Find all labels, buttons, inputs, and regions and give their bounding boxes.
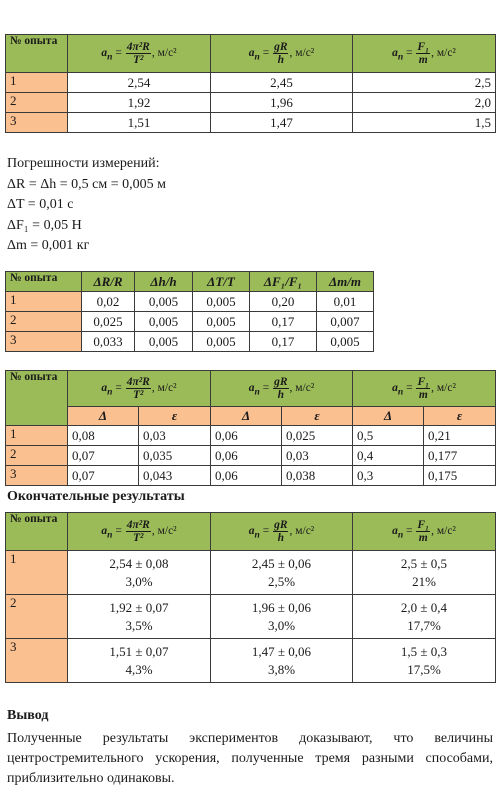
cell: 0,035 <box>139 446 211 466</box>
cell: 0,4 <box>353 446 424 466</box>
cell: 0,005 <box>317 332 374 352</box>
cell: 0,177 <box>424 446 496 466</box>
row-number: 2 <box>6 595 68 639</box>
cell: 0,005 <box>135 312 193 332</box>
cell <box>68 639 211 683</box>
formula-header-2: $a_n$ = $\frac{gR}{h}$ , м/с² <box>211 371 353 407</box>
value-with-error: 2,5 ± 0,5 <box>400 555 448 571</box>
column-header: Δm/m <box>317 272 374 292</box>
row-number: 2 <box>6 446 68 466</box>
cell <box>353 639 496 683</box>
table-row <box>6 113 496 133</box>
row-number: 1 <box>6 292 82 312</box>
cell <box>353 595 496 639</box>
cell: 0,17 <box>250 312 317 332</box>
cell: 1,51 <box>68 113 211 133</box>
experiment-number-header: № опыта <box>6 371 68 426</box>
cell: 0,025 <box>82 312 135 332</box>
table-row <box>6 446 496 466</box>
table-subheader-row <box>6 407 496 426</box>
relative-error: 4,3% <box>125 661 153 677</box>
row-number: 1 <box>6 551 68 595</box>
epsilon-header: ε <box>139 407 211 426</box>
cell: 0,06 <box>211 466 282 486</box>
cell <box>68 595 211 639</box>
cell: 0,06 <box>211 426 282 446</box>
cell: 0,06 <box>211 446 282 466</box>
column-header: ΔT/T <box>193 272 250 292</box>
final-results-table <box>5 512 496 683</box>
formula-header-3: $a_n$ = $\frac{\text{F₁}}{m}$ , м/с² <box>353 371 496 407</box>
error-line: Δm = 0,001 кг <box>7 238 90 253</box>
errors-title: Погрешности измерений: <box>7 156 160 171</box>
relative-error: 3,0% <box>267 617 296 633</box>
row-number: 3 <box>6 113 68 133</box>
cell <box>68 551 211 595</box>
cell: 2,5 <box>353 73 496 93</box>
formula-header-2: $a_n$ = $\frac{gR}{h}$ , м/с² <box>211 513 353 551</box>
table-header-row <box>6 35 496 73</box>
table-header-row <box>6 272 374 292</box>
value-with-error: 1,51 ± 0,07 <box>109 643 169 659</box>
formula-header-1: $a_n$ = $\frac{\text{4π²R}}{\text{T²}}$ , м/с² <box>68 513 211 551</box>
cell: 0,043 <box>139 466 211 486</box>
epsilon-header: ε <box>282 407 353 426</box>
experiment-number-header: № опыта <box>6 513 68 551</box>
cell <box>211 595 353 639</box>
table-row <box>6 426 496 446</box>
cell: 0,005 <box>193 292 250 312</box>
final-results-heading: Окончательные результаты <box>7 489 185 504</box>
column-header: ΔF₁/F₁ <box>250 272 317 292</box>
table-row <box>6 551 496 595</box>
cell: 0,005 <box>193 312 250 332</box>
relative-error: 3,0% <box>125 573 153 589</box>
value-with-error: 2,45 ± 0,06 <box>251 555 312 571</box>
cell: 0,005 <box>193 332 250 352</box>
cell: 0,038 <box>282 466 353 486</box>
cell <box>211 639 353 683</box>
cell: 1,5 <box>353 113 496 133</box>
results-table <box>5 34 496 133</box>
relative-error: 17,7% <box>407 617 441 633</box>
formula-header-1: $a_n$ = $\frac{\text{4π²R}}{\text{T²}}$ , м/с² <box>68 35 211 73</box>
relative-error: 3,8% <box>267 661 296 677</box>
cell: 0,03 <box>282 446 353 466</box>
cell: 2,45 <box>211 73 353 93</box>
cell: 0,005 <box>135 292 193 312</box>
error-line: ΔR = Δh = 0,5 см = 0,005 м <box>7 176 166 192</box>
cell: 0,08 <box>68 426 139 446</box>
cell: 0,025 <box>282 426 353 446</box>
table-row <box>6 332 374 352</box>
column-header: ΔR/R <box>82 272 135 292</box>
table-header-row <box>6 371 496 407</box>
table-row <box>6 466 496 486</box>
row-number: 1 <box>6 426 68 446</box>
table-row <box>6 93 496 113</box>
relative-error: 3,5% <box>125 617 153 633</box>
relative-error: 2,5% <box>267 573 296 589</box>
cell <box>211 551 353 595</box>
row-number: 3 <box>6 332 82 352</box>
cell: 0,07 <box>68 466 139 486</box>
relative-error: 21% <box>412 573 436 589</box>
cell: 1,47 <box>211 113 353 133</box>
table-row <box>6 292 374 312</box>
formula-header-3: $a_n$ = $\frac{\text{F₁}}{m}$ , м/с² <box>353 35 496 73</box>
value-with-error: 1,5 ± 0,3 <box>400 643 448 659</box>
cell: 1,96 <box>211 93 353 113</box>
epsilon-header: ε <box>424 407 496 426</box>
cell: 0,03 <box>139 426 211 446</box>
error-line: ΔT = 0,01 с <box>7 197 74 212</box>
relative-errors-table <box>5 271 374 352</box>
measurement-errors <box>7 154 166 257</box>
cell: 2,0 <box>353 93 496 113</box>
value-with-error: 1,47 ± 0,06 <box>251 643 312 659</box>
cell: 0,20 <box>250 292 317 312</box>
delta-header: Δ <box>68 407 139 426</box>
column-header: Δh/h <box>135 272 193 292</box>
cell: 0,5 <box>353 426 424 446</box>
row-number: 2 <box>6 312 82 332</box>
table-header-row <box>6 513 496 551</box>
row-number: 3 <box>6 639 68 683</box>
value-with-error: 1,92 ± 0,07 <box>109 599 169 615</box>
table-row <box>6 73 496 93</box>
formula-header-3: $a_n$ = $\frac{\text{F₁}}{m}$ , м/с² <box>353 513 496 551</box>
cell: 0,005 <box>135 332 193 352</box>
table-row <box>6 312 374 332</box>
cell: 0,17 <box>250 332 317 352</box>
cell: 0,033 <box>82 332 135 352</box>
formula-header-1: $a_n$ = $\frac{\text{4π²R}}{\text{T²}}$ , м/с² <box>68 371 211 407</box>
relative-error: 17,5% <box>407 661 441 677</box>
delta-header: Δ <box>211 407 282 426</box>
conclusion-text: Полученные результаты экспериментов доказывают, что величины центростремительного ускорения, полученные тремя разными способами, приблизительно одинаковы. <box>7 731 493 786</box>
cell: 0,175 <box>424 466 496 486</box>
value-with-error: 1,96 ± 0,06 <box>251 599 312 615</box>
row-number: 1 <box>6 73 68 93</box>
cell: 0,3 <box>353 466 424 486</box>
absolute-relative-errors-table <box>5 370 496 486</box>
conclusion-heading: Вывод <box>7 708 49 723</box>
value-with-error: 2,54 ± 0,08 <box>109 555 169 571</box>
cell: 1,92 <box>68 93 211 113</box>
cell: 0,01 <box>317 292 374 312</box>
cell <box>353 551 496 595</box>
cell: 0,02 <box>82 292 135 312</box>
row-number: 2 <box>6 93 68 113</box>
experiment-number-header: № опыта <box>6 35 68 73</box>
experiment-number-header: № опыта <box>6 272 82 292</box>
table-row <box>6 595 496 639</box>
delta-header: Δ <box>353 407 424 426</box>
formula-header-2: $a_n$ = $\frac{gR}{h}$ , м/с² <box>211 35 353 73</box>
cell: 2,54 <box>68 73 211 93</box>
row-number: 3 <box>6 466 68 486</box>
value-with-error: 2,0 ± 0,4 <box>400 599 448 615</box>
cell: 0,07 <box>68 446 139 466</box>
table-row <box>6 639 496 683</box>
cell: 0,007 <box>317 312 374 332</box>
cell: 0,21 <box>424 426 496 446</box>
error-line: ΔF₁ = 0,05 Н <box>7 217 82 233</box>
